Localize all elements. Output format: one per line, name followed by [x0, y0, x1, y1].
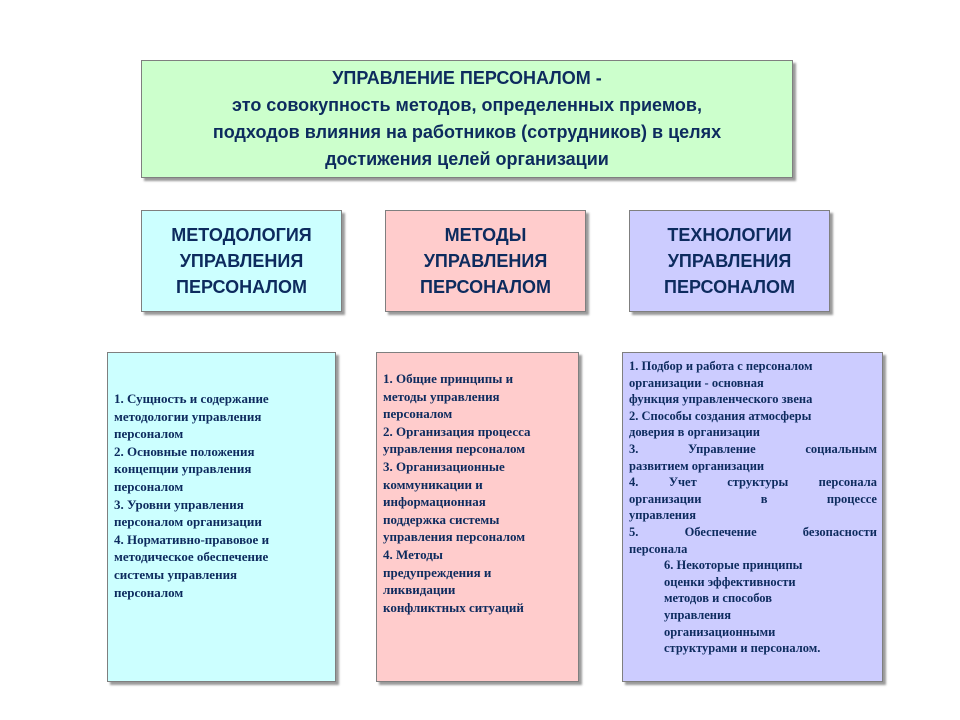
list-item: методологии управления — [114, 408, 262, 424]
header-line: МЕТОДЫ — [444, 225, 527, 245]
list-item: управления — [629, 508, 696, 523]
list-item: персоналом — [383, 406, 453, 422]
technologies-content-box — [622, 352, 883, 682]
list-item: 6. Некоторые принципы — [664, 558, 803, 573]
list-item: 2. Способы создания атмосферы — [629, 408, 812, 423]
list-item: предупреждения и — [383, 564, 492, 580]
header-line: ПЕРСОНАЛОМ — [420, 277, 551, 297]
header-technologies — [629, 210, 830, 312]
header-line: ТЕХНОЛОГИИ — [667, 225, 792, 245]
list-item: поддержка системы — [383, 511, 500, 527]
list-item: методы управления — [383, 388, 500, 404]
list-item: персоналом — [114, 426, 184, 442]
list-item: организации - основная — [629, 375, 764, 390]
list-item: персоналом — [114, 478, 184, 494]
list-item: персонала — [629, 541, 688, 556]
list-item: управления персоналом — [383, 441, 526, 457]
header-line: МЕТОДОЛОГИЯ — [171, 225, 312, 245]
list-item: коммуникации и — [383, 476, 483, 492]
header-line: ПЕРСОНАЛОМ — [176, 277, 307, 297]
list-item: 3. Организационные — [383, 458, 505, 474]
header-line: УПРАВЛЕНИЯ — [667, 251, 792, 271]
definition-title: УПРАВЛЕНИЕ ПЕРСОНАЛОМ - — [332, 68, 602, 88]
list-item: доверия в организации — [629, 425, 760, 440]
list-item: 4. Нормативно-правовое и — [114, 531, 270, 547]
header-methods — [385, 210, 586, 312]
list-item: организации в процессе — [629, 491, 877, 506]
list-item: концепции управления — [114, 461, 252, 477]
methods-content-box — [376, 352, 579, 682]
list-item: 5. Обеспечение безопасности — [629, 524, 877, 539]
definition-line: это совокупность методов, определенных приемов, — [232, 95, 702, 115]
list-item: 2. Основные положения — [114, 443, 255, 459]
header-line: УПРАВЛЕНИЯ — [179, 251, 304, 271]
methodology-content-box — [107, 352, 336, 682]
list-item: ликвидации — [383, 582, 456, 598]
list-item: персоналом организации — [114, 514, 262, 530]
definition-line: достижения целей организации — [325, 149, 609, 169]
list-item: системы управления — [114, 566, 238, 582]
list-item: 4. Учет структуры персонала — [629, 475, 877, 490]
list-item: методическое обеспечение — [114, 549, 269, 565]
list-item: персоналом — [114, 584, 184, 600]
list-item: структурами и персоналом. — [664, 641, 821, 656]
list-item: конфликтных ситуаций — [383, 599, 524, 615]
header-line: ПЕРСОНАЛОМ — [664, 277, 795, 297]
list-item: оценки эффективности — [664, 574, 796, 589]
list-item: функция управленческого звена — [629, 392, 813, 407]
list-item: развитием организации — [629, 458, 765, 473]
definition-line: подходов влияния на работников (сотрудников) в целях — [212, 122, 722, 142]
list-item: информационная — [383, 494, 486, 510]
definition-box — [141, 60, 793, 178]
list-item: 3. Уровни управления — [114, 496, 244, 512]
list-item: 4. Методы — [383, 546, 443, 562]
list-item: организационными — [664, 624, 776, 639]
list-item: методов и способов — [664, 591, 772, 606]
list-item: управления персоналом — [383, 529, 526, 545]
list-item: 2. Организация процесса — [383, 423, 531, 439]
list-item: 3. Управление социальным — [629, 441, 877, 456]
list-item: управления — [664, 607, 731, 622]
header-methodology — [141, 210, 342, 312]
list-item: 1. Подбор и работа с персоналом — [629, 359, 813, 373]
list-item: 1. Сущность и содержание — [114, 391, 269, 406]
header-line: УПРАВЛЕНИЯ — [423, 251, 548, 271]
list-item: 1. Общие принципы и — [383, 371, 514, 386]
